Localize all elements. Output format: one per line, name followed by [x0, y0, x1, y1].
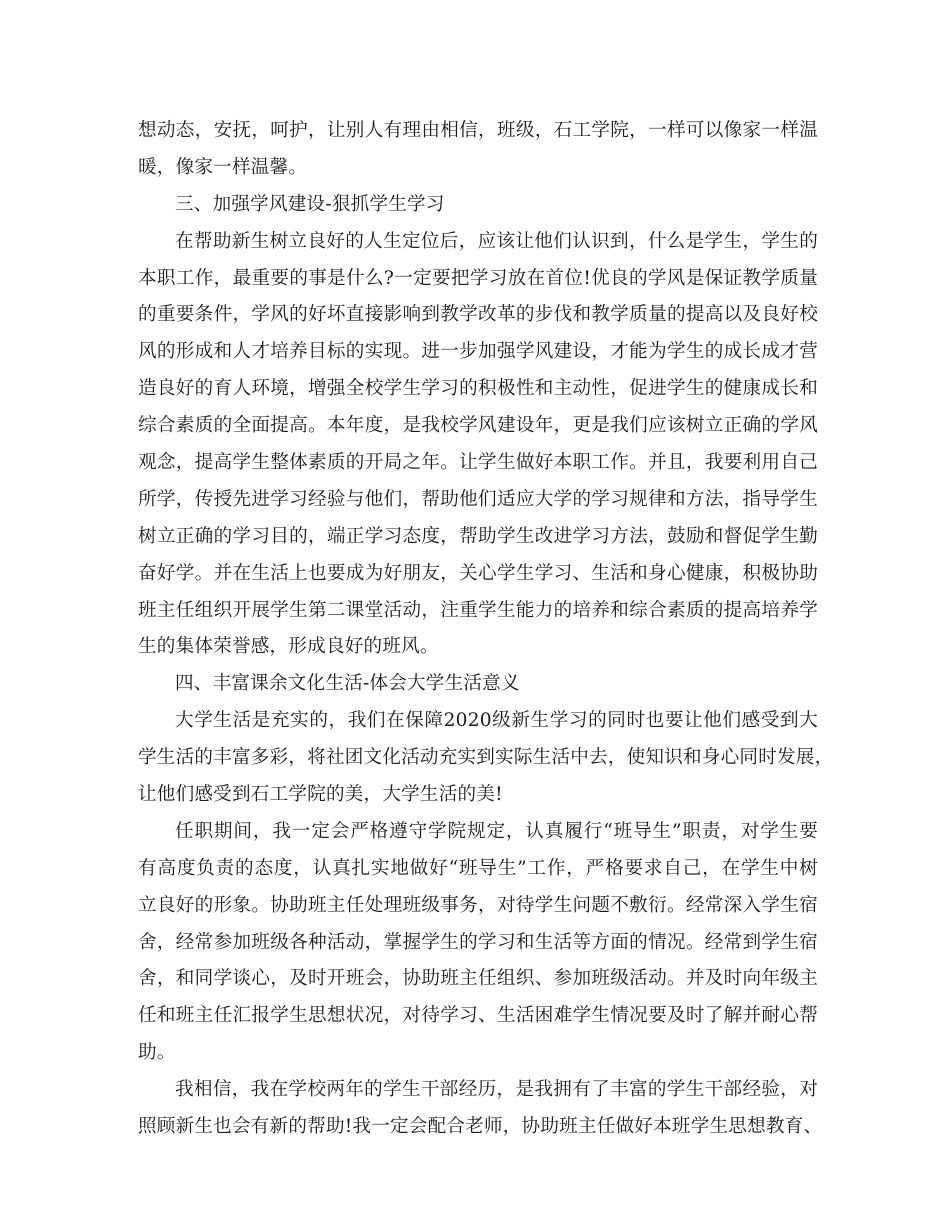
text-line: 风的形成和人才培养目标的实现。进一步加强学风建设，才能为学生的成长成才营	[138, 341, 818, 363]
text-line: 在帮助新生树立良好的人生定位后，应该让他们认识到，什么是学生，学生的	[175, 230, 818, 252]
text-line: 三、加强学风建设-狠抓学生学习	[175, 193, 445, 215]
text-line: 所学，传授先进学习经验与他们，帮助他们适应大学的学习规律和方法，指导学生	[138, 488, 818, 510]
text-line: 有高度负责的态度，认真扎实地做好“班导生”工作，严格要求自己，在学生中树	[138, 857, 818, 879]
text-line: 班主任组织开展学生第二课堂活动，注重学生能力的培养和综合素质的提高培养学	[138, 599, 818, 621]
text-line: 助。	[138, 1042, 176, 1064]
text-line: 让他们感受到石工学院的美，大学生活的美!	[138, 784, 503, 806]
text-line: 大学生活是充实的，我们在保障2020级新生学习的同时也要让他们感受到大	[175, 710, 818, 732]
document-body	[138, 113, 834, 1146]
text-line: 我相信，我在学校两年的学生干部经历，是我拥有了丰富的学生干部经验，对	[175, 1079, 818, 1101]
text-line: 舍，和同学谈心，及时开班会，协助班主任组织、参加班级活动。并及时向年级主	[138, 968, 818, 990]
text-line: 综合素质的全面提高。本年度，是我校学风建设年，更是我们应该树立正确的学风	[138, 415, 818, 437]
text-line: 四、丰富课余文化生活-体会大学生活意义	[175, 673, 520, 695]
text-line: 观念，提高学生整体素质的开局之年。让学生做好本职工作。并且，我要利用自己	[138, 452, 818, 474]
text-line: 立良好的形象。协助班主任处理班级事务，对待学生问题不敷衍。经常深入学生宿	[138, 894, 818, 916]
text-line: 暖，像家一样温馨。	[138, 156, 308, 178]
text-line: 任和班主任汇报学生思想状况，对待学习、生活困难学生情况要及时了解并耐心帮	[138, 1005, 818, 1027]
text-line: 本职工作，最重要的事是什么?一定要把学习放在首位!优良的学风是保证教学质量	[138, 267, 818, 289]
text-line: 造良好的育人环境，增强全校学生学习的积极性和主动性，促进学生的健康成长和	[138, 378, 818, 400]
text-line: 的重要条件，学风的好坏直接影响到教学改革的步伐和教学质量的提高以及良好校	[138, 304, 818, 326]
text-line: 舍，经常参加班级各种活动，掌握学生的学习和生活等方面的情况。经常到学生宿	[138, 931, 818, 953]
text-line: 奋好学。并在生活上也要成为好朋友，关心学生学习、生活和身心健康，积极协助	[138, 562, 818, 584]
text-line: 想动态，安抚，呵护，让别人有理由相信，班级，石工学院，一样可以像家一样温	[138, 120, 818, 141]
text-line: 树立正确的学习目的，端正学习态度，帮助学生改进学习方法，鼓励和督促学生勤	[138, 525, 818, 547]
text-line: 学生活的丰富多彩，将社团文化活动充实到实际生活中去，使知识和身心同时发展，	[138, 747, 834, 769]
text-line: 任职期间，我一定会严格遵守学院规定，认真履行“班导生”职责，对学生要	[175, 820, 818, 842]
text-line: 照顾新生也会有新的帮助!我一定会配合老师，协助班主任做好本班学生思想教育、	[138, 1116, 823, 1138]
text-line: 生的集体荣誉感，形成良好的班风。	[138, 636, 439, 658]
